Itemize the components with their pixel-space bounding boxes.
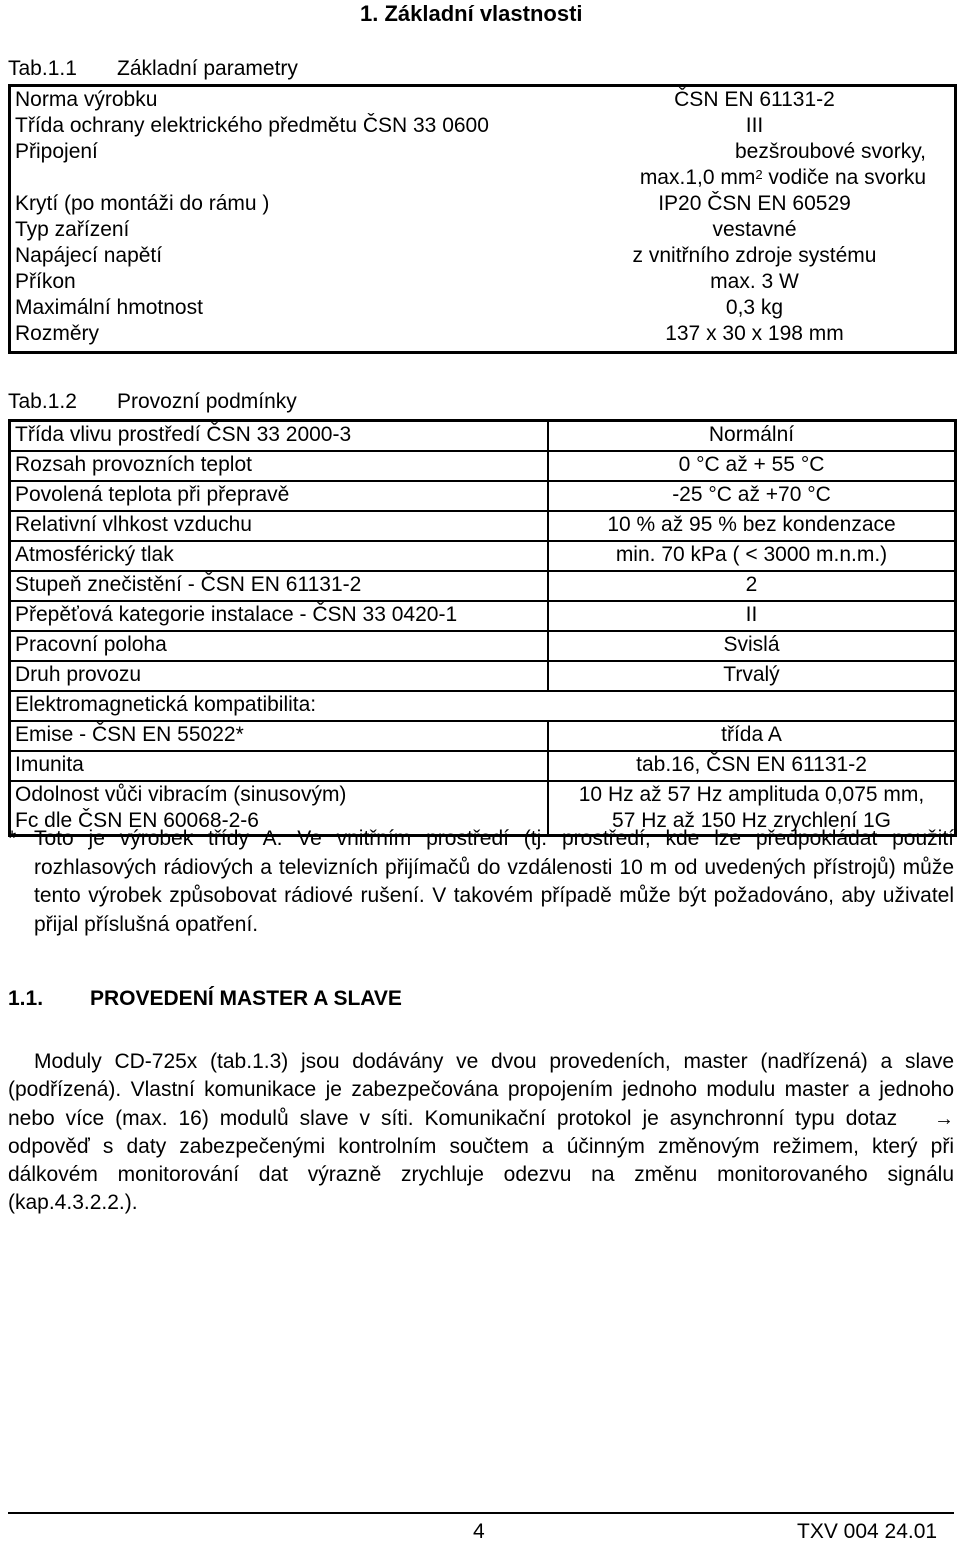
table-row [10,751,956,781]
table-row [10,481,956,511]
table-row [10,451,956,481]
operating-conditions-table [8,419,957,837]
row-label: Typ zařízení [15,218,130,241]
vibration-label-line1: Odolnost vůči vibracím (sinusovým) [15,783,347,806]
connection-value-line1: bezšroubové svorky, [734,140,926,163]
table1-caption [8,58,298,79]
row-label: Pracovní poloha [10,631,549,661]
page-number: 4 [473,1520,485,1543]
vibration-label-line2: Fc dle ČSN EN 60068-2-6 [15,809,259,832]
footnote-text: Toto je výrobek třídy A. Ve vnitřním prostředí (tj. prostředí, kde lze předpokládat použití rozhlasových rádiových a televizních přijímačů do vzdálenosti 10 m od uvedených přístrojů) může tento výrobek způsobovat rádiové rušení. V takovém případě může být požadováno, aby uživatel přijal příslušná opatření. [34,827,954,936]
table2-caption [8,391,297,412]
row-label: Rozsah provozních teplot [10,451,549,481]
row-value: tab.16, ČSN EN 61131-2 [548,751,956,781]
row-value: 2 [548,571,956,601]
basic-parameters-table [8,84,957,354]
connection-value-superscript: 2 [755,167,763,182]
table-row [10,295,956,321]
row-value: IP20 ČSN EN 60529 [658,192,851,215]
table-row [10,571,956,601]
row-value: max. 3 W [710,270,799,293]
table-row [10,139,956,191]
table-row [10,421,956,452]
row-value: Normální [548,421,956,452]
table-row [10,86,956,114]
document-code: TXV 004 24.01 [797,1520,938,1543]
section-paragraph [8,1048,954,1218]
table-row [10,631,956,661]
row-label: Napájecí napětí [15,244,163,267]
table1-caption-title: Základní parametry [117,57,298,80]
connection-value-line2 [640,166,926,189]
row-value: Svislá [548,631,956,661]
row-label: Atmosférický tlak [10,541,549,571]
row-label: Norma výrobku [15,88,158,111]
row-label: Relativní vlhkost vzduchu [10,511,549,541]
table-row [10,321,956,353]
table-row [10,691,956,721]
row-value: třída A [548,721,956,751]
table2-caption-number: Tab.1.2 [8,390,77,413]
row-label: Rozměry [15,322,100,345]
row-label: Třída vlivu prostředí ČSN 33 2000-3 [10,421,549,452]
table-row [10,269,956,295]
table-row [10,541,956,571]
table-row [10,191,956,217]
row-value: Trvalý [548,661,956,691]
row-label: Elektromagnetická kompatibilita: [10,691,956,721]
vibration-value-line1: 10 Hz až 57 Hz amplituda 0,075 mm, [578,783,925,806]
section-title: PROVEDENÍ MASTER A SLAVE [90,987,402,1010]
footnote-marker: * [8,827,17,850]
row-label: Přepěťová kategorie instalace - ČSN 33 0420-1 [10,601,549,631]
footnote [8,825,954,939]
row-value: 10 % až 95 % bez kondenzace [548,511,956,541]
row-value: III [745,114,764,137]
row-value: ČSN EN 61131-2 [674,88,835,111]
row-label: Emise - ČSN EN 55022* [10,721,549,751]
row-label: Krytí (po montáži do rámu ) [15,192,270,215]
section-heading [8,988,402,1009]
table-row [10,721,956,751]
row-value [555,139,956,191]
page-header-title: 1. Základní vlastnosti [360,1,583,26]
row-label: Třída ochrany elektrického předmětu ČSN 33 0600 [15,114,489,137]
row-value: -25 °C až +70 °C [548,481,956,511]
arrow-right-icon: → [934,1107,954,1130]
row-value: 0 °C až + 55 °C [548,451,956,481]
section-number: 1.1. [8,987,44,1010]
table-row [10,511,956,541]
paragraph-part2: odpověď s daty zabezpečenými kontrolním součtem a účinným změnovým režimem, který při dálkovém monitorování dat výrazně zrychluje odezvu na změnu monitorovaného signálu (kap.4.3.2.2.). [8,1134,954,1215]
row-value: vestavné [712,218,797,241]
connection-value-prefix: max.1,0 mm [639,166,756,189]
table-row [10,217,956,243]
connection-value-suffix: vodiče na svorku [762,166,926,189]
row-value: 137 x 30 x 198 mm [665,322,844,345]
table-row [10,601,956,631]
row-value: z vnitřního zdroje systému [632,244,877,267]
vibration-value-line2: 57 Hz až 150 Hz zrychlení 1G [612,809,891,832]
row-label: Stupeň znečistění - ČSN EN 61131-2 [10,571,549,601]
row-value: min. 70 kPa ( < 3000 m.n.m.) [548,541,956,571]
row-value: II [548,601,956,631]
row-label: Druh provozu [10,661,549,691]
row-label: Připojení [15,140,98,163]
row-value: 0,3 kg [725,296,784,319]
table-row [10,243,956,269]
row-label: Příkon [15,270,76,293]
table1-caption-number: Tab.1.1 [8,57,77,80]
footer-divider [8,1512,954,1514]
table-row [10,113,956,139]
row-label: Imunita [10,751,549,781]
row-label: Maximální hmotnost [15,296,203,319]
paragraph-part1: Moduly CD-725x (tab.1.3) jsou dodávány ve dvou provedeních, master (nadřízená) a slave (podřízená). Vlastní komunikace je zabezpečována propojením jednoho modulu master a jednoho nebo více (max. 16) modulů slave v síti. Komunikační protokol je asynchronní typu dotaz [8,1050,954,1130]
row-label: Povolená teplota při přepravě [10,481,549,511]
table-row [10,661,956,691]
table2-caption-title: Provozní podmínky [117,390,297,413]
